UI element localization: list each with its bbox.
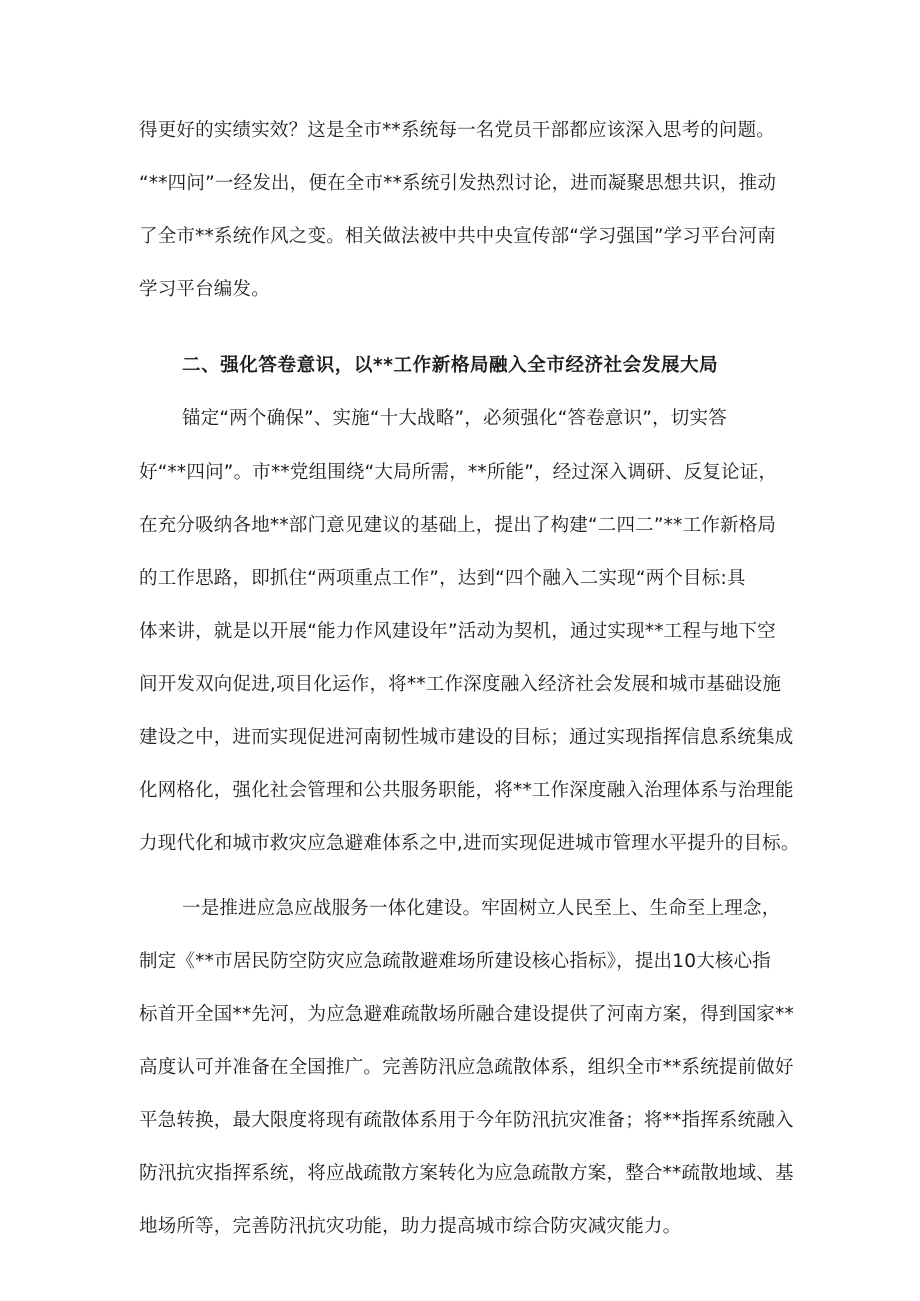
paragraph-3-line-2: 制定《**市居民防空防灾应急疏散避难场所建设核心指标》，提出10大核心指	[139, 951, 771, 972]
section-heading: 二、强化答卷意识，以**工作新格局融入全市经济社会发展大局	[182, 355, 719, 376]
paragraph-1-line-3: 了全市**系统作风之变。相关做法被中共中央宣传部“学习强国”学习平台河南	[139, 226, 776, 247]
paragraph-3-line-4: 高度认可并准备在全国推广。完善防汛应急疏散体系，组织全市**系统提前做好	[139, 1057, 794, 1078]
paragraph-2-line-9: 力现代化和城市救灾应急避难体系之中,进而实现促进城市管理水平提升的目标。	[139, 833, 800, 854]
paragraph-2-line-4: 的工作思路，即抓住“两项重点工作”，达到“四个融入二实现“两个目标:具	[139, 568, 746, 589]
paragraph-2-line-6: 间开发双向促进,项目化运作，将**工作深度融入经济社会发展和城市基础设施	[139, 674, 782, 695]
paragraph-2-line-2: 好“**四问”。市**党组围绕“大局所需，**所能”，经过深入调研、反复论证，	[139, 462, 778, 483]
paragraph-2-line-8: 化网格化，强化社会管理和公共服务职能，将**工作深度融入治理体系与治理能	[139, 780, 794, 801]
paragraph-1-line-4: 学习平台编发。	[139, 279, 270, 300]
paragraph-1-line-2: “**四问”一经发出，便在全市**系统引发热烈讨论，进而凝聚思想共识，推动	[139, 173, 777, 194]
paragraph-3-line-1: 一是推进应急应战服务一体化建设。牢固树立人民至上、生命至上理念，	[182, 898, 781, 919]
paragraph-2-line-5: 体来讲，就是以开展“能力作风建设年”活动为契机，通过实现**工程与地下空	[139, 621, 776, 642]
paragraph-1-line-1: 得更好的实绩实效？这是全市**系统每一名党员干部都应该深入思考的问题。	[139, 120, 776, 141]
paragraph-3-line-3: 标首开全国**先河，为应急避难疏散场所融合建设提供了河南方案，得到国家**	[139, 1004, 794, 1025]
paragraph-2-line-1: 锚定“两个确保”、实施“十大战略”，必须强化“答卷意识”，切实答	[182, 408, 727, 429]
paragraph-3-line-5: 平急转换，最大限度将现有疏散体系用于今年防汛抗灾准备；将**指挥系统融入	[139, 1110, 794, 1131]
paragraph-2-line-7: 建设之中，进而实现促进河南韧性城市建设的目标；通过实现指挥信息系统集成	[139, 727, 794, 748]
paragraph-2-line-3: 在充分吸纳各地**部门意见建议的基础上，提出了构建“二四二”**工作新格局	[139, 515, 777, 536]
paragraph-3-line-7: 地场所等，完善防汛抗灾功能，助力提高城市综合防灾减灾能力。	[139, 1216, 682, 1237]
paragraph-3-line-6: 防汛抗灾指挥系统，将应战疏散方案转化为应急疏散方案，整合**疏散地域、基	[139, 1163, 794, 1184]
